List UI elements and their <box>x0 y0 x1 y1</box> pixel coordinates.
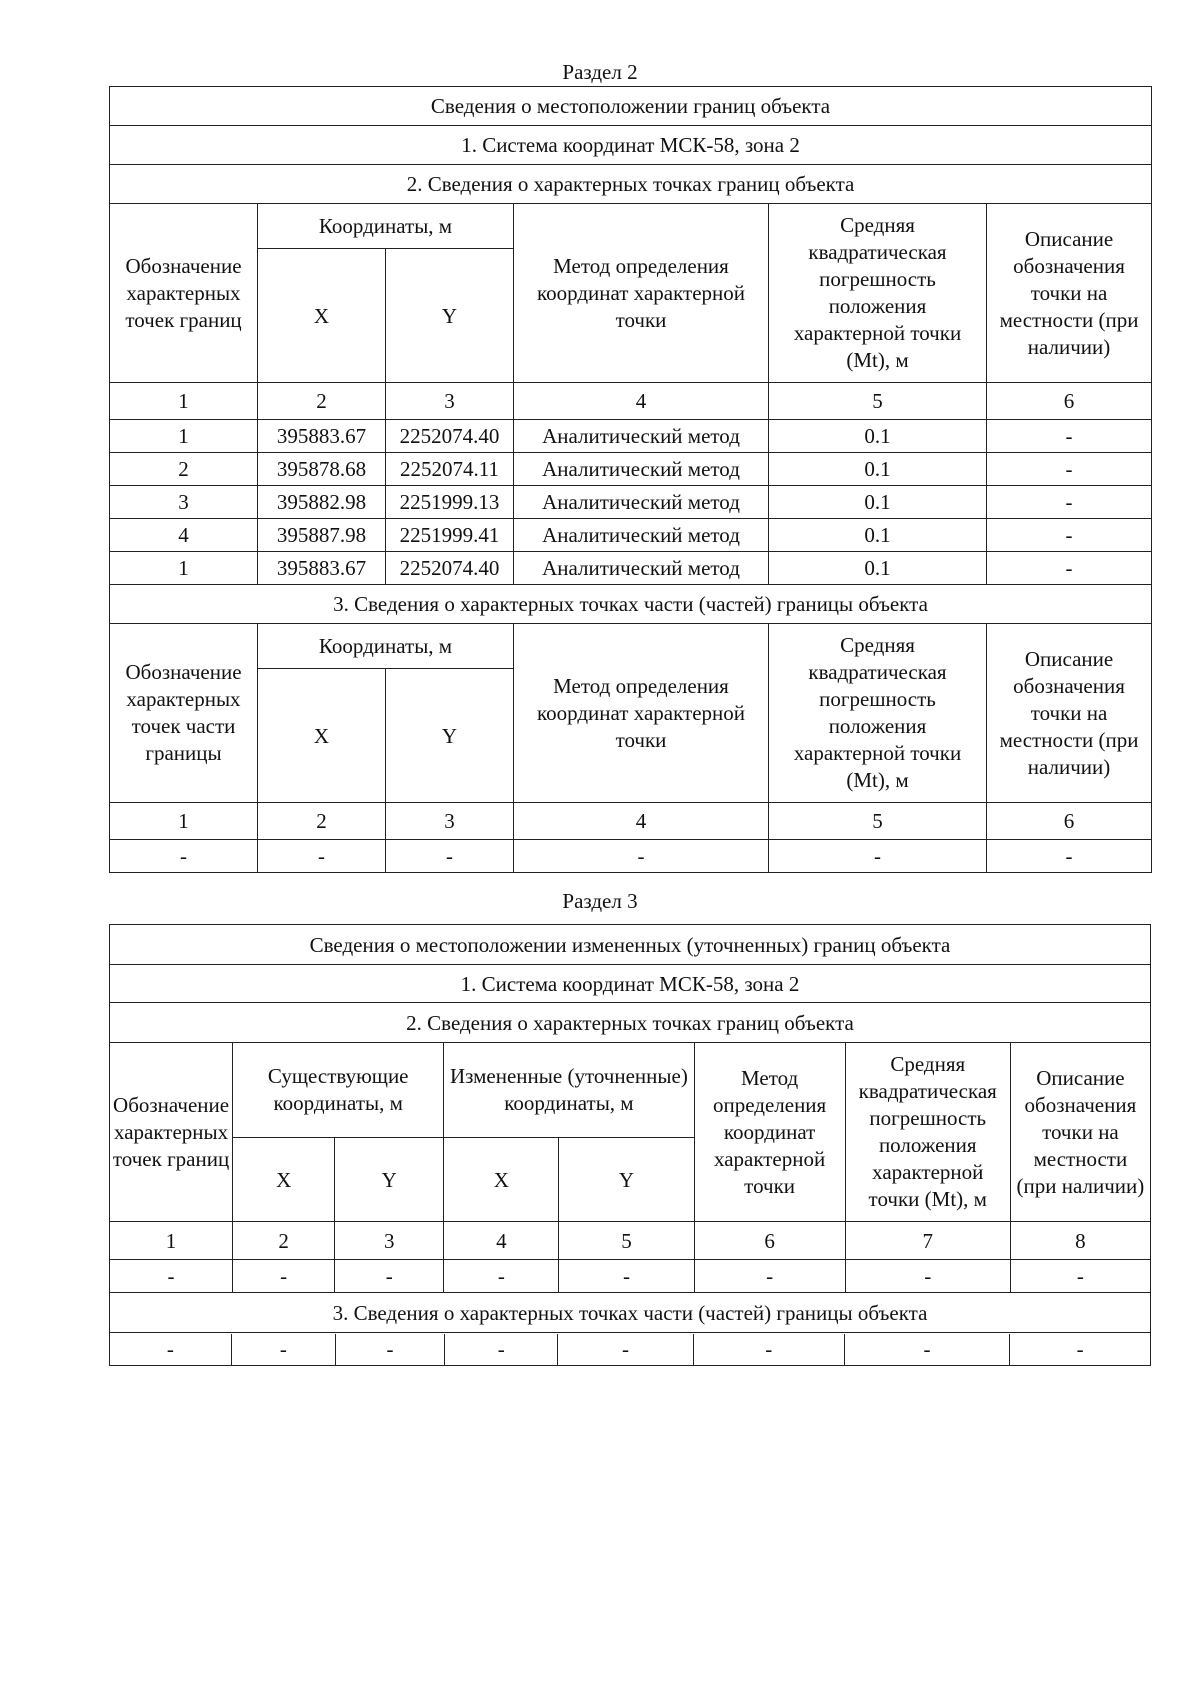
column-number: 1 <box>110 803 258 840</box>
table-cell: - <box>110 1334 231 1365</box>
point-x: 395878.68 <box>258 453 386 486</box>
point-number: 2 <box>110 453 258 486</box>
s3-column-y-existing: Y <box>335 1138 444 1222</box>
table-cell: - <box>444 1260 559 1293</box>
column-number: 5 <box>769 383 987 420</box>
column-number: 5 <box>559 1222 694 1260</box>
parts-column-error: Средняя квадратическая погрешность положения характерной точки (Mt), м <box>769 624 987 803</box>
table-cell: - <box>844 1334 1009 1365</box>
table-cell: - <box>110 1260 233 1293</box>
point-error: 0.1 <box>769 486 987 519</box>
section-2-points-heading: 2. Сведения о характерных точках границ объекта <box>110 165 1152 204</box>
parts-column-coordinates: Координаты, м <box>258 624 514 669</box>
table-cell: - <box>845 1260 1010 1293</box>
parts-column-description: Описание обозначения точки на местности (при наличии) <box>987 624 1152 803</box>
s3-column-changed-coordinates: Измененные (уточненные) координаты, м <box>444 1043 694 1138</box>
column-number: 1 <box>110 383 258 420</box>
column-coordinates: Координаты, м <box>258 204 514 249</box>
column-number: 6 <box>987 383 1152 420</box>
table-cell: - <box>445 1334 558 1365</box>
point-error: 0.1 <box>769 420 987 453</box>
point-method: Аналитический метод <box>514 453 769 486</box>
column-designation: Обозначение характерных точек границ <box>110 204 258 383</box>
point-error: 0.1 <box>769 519 987 552</box>
s3-column-description: Описание обозначения точки на местности (при наличии) <box>1010 1043 1150 1222</box>
s3-column-existing-coordinates: Существующие координаты, м <box>233 1043 444 1138</box>
column-number: 3 <box>386 803 514 840</box>
column-number: 1 <box>110 1222 233 1260</box>
point-y: 2252074.40 <box>386 552 514 585</box>
table-row <box>110 1260 1151 1293</box>
section-2-table <box>109 86 1152 873</box>
table-row <box>110 1333 1151 1366</box>
column-number: 5 <box>769 803 987 840</box>
column-error: Средняя квадратическая погрешность положения характерной точки (Mt), м <box>769 204 987 383</box>
point-number: 1 <box>110 420 258 453</box>
point-description: - <box>987 420 1152 453</box>
table-row <box>110 453 1152 486</box>
table-cell: - <box>386 840 514 873</box>
s3-column-method: Метод определения координат характерной точки <box>694 1043 845 1222</box>
parts-column-designation: Обозначение характерных точек части границы <box>110 624 258 803</box>
s3-column-error: Средняя квадратическая погрешность положения характерной точки (Mt), м <box>845 1043 1010 1222</box>
point-y: 2252074.11 <box>386 453 514 486</box>
table-cell: - <box>335 1260 444 1293</box>
section-3-header: Сведения о местоположении измененных (уточненных) границ объекта <box>110 925 1151 965</box>
parts-column-y: Y <box>386 669 514 803</box>
table-row <box>110 420 1152 453</box>
table-cell-value: - <box>1076 1337 1084 1361</box>
s3-column-y-changed: Y <box>559 1138 694 1222</box>
s3-column-x-existing: X <box>233 1138 335 1222</box>
column-description: Описание обозначения точки на местности (при наличии) <box>987 204 1152 383</box>
table-cell: - <box>769 840 987 873</box>
table-row <box>110 840 1152 873</box>
point-error: 0.1 <box>769 453 987 486</box>
column-y: Y <box>386 249 514 383</box>
table-row <box>110 486 1152 519</box>
table-cell: - <box>258 840 386 873</box>
column-number: 7 <box>845 1222 1010 1260</box>
column-number: 6 <box>987 803 1152 840</box>
column-method: Метод определения координат характерной точки <box>514 204 769 383</box>
point-y: 2251999.13 <box>386 486 514 519</box>
table-cell: - <box>558 1334 693 1365</box>
point-description: - <box>987 552 1152 585</box>
table-cell: - <box>335 1334 444 1365</box>
section-2-parts-heading: 3. Сведения о характерных точках части (частей) границы объекта <box>110 585 1152 624</box>
s3-column-x-changed: X <box>444 1138 559 1222</box>
s3-column-numbers-row <box>110 1222 1151 1260</box>
parts-row-container <box>110 1333 1151 1366</box>
point-x: 395883.67 <box>258 420 386 453</box>
table-cell: - <box>693 1334 844 1365</box>
point-number: 3 <box>110 486 258 519</box>
point-error: 0.1 <box>769 552 987 585</box>
point-x: 395887.98 <box>258 519 386 552</box>
column-number: 4 <box>444 1222 559 1260</box>
column-x: X <box>258 249 386 383</box>
column-number: 3 <box>335 1222 444 1260</box>
table-cell: - <box>1010 1260 1150 1293</box>
column-number: 4 <box>514 383 769 420</box>
column-number: 3 <box>386 383 514 420</box>
section-3-coord-system: 1. Система координат МСК-58, зона 2 <box>110 965 1151 1003</box>
table-cell: - <box>559 1260 694 1293</box>
parts-column-method: Метод определения координат характерной точки <box>514 624 769 803</box>
table-cell: - <box>987 840 1152 873</box>
column-number: 2 <box>258 803 386 840</box>
column-number: 4 <box>514 803 769 840</box>
point-method: Аналитический метод <box>514 420 769 453</box>
table-cell: - <box>694 1260 845 1293</box>
table-cell: - <box>231 1334 335 1365</box>
column-number: 6 <box>694 1222 845 1260</box>
point-y: 2252074.40 <box>386 420 514 453</box>
section-3-title: Раздел 3 <box>562 889 638 913</box>
parts-column-numbers-row <box>110 803 1152 840</box>
section-3-points-heading: 2. Сведения о характерных точках границ объекта <box>110 1003 1151 1043</box>
point-method: Аналитический метод <box>514 519 769 552</box>
point-number: 4 <box>110 519 258 552</box>
section-3-parts-heading: 3. Сведения о характерных точках части (частей) границы объекта <box>110 1293 1151 1333</box>
point-y: 2251999.41 <box>386 519 514 552</box>
table-row <box>110 519 1152 552</box>
point-method: Аналитический метод <box>514 552 769 585</box>
point-description: - <box>987 486 1152 519</box>
point-x: 395882.98 <box>258 486 386 519</box>
section-2-header: Сведения о местоположении границ объекта <box>110 87 1152 126</box>
column-number: 2 <box>233 1222 335 1260</box>
point-number: 1 <box>110 552 258 585</box>
parts-column-x: X <box>258 669 386 803</box>
s3-column-designation: Обозначение характерных точек границ <box>110 1043 233 1222</box>
table-cell: - <box>514 840 769 873</box>
point-method: Аналитический метод <box>514 486 769 519</box>
table-cell: - <box>110 840 258 873</box>
parts-row-table <box>110 1334 1150 1365</box>
column-numbers-row <box>110 383 1152 420</box>
table-cell: - <box>233 1260 335 1293</box>
section-2-title: Раздел 2 <box>562 60 638 84</box>
section-2-coord-system: 1. Система координат МСК-58, зона 2 <box>110 126 1152 165</box>
point-x: 395883.67 <box>258 552 386 585</box>
section-3-table <box>109 924 1151 1366</box>
column-number: 2 <box>258 383 386 420</box>
point-description: - <box>987 519 1152 552</box>
column-number: 8 <box>1010 1222 1150 1260</box>
table-row <box>110 552 1152 585</box>
table-cell <box>1010 1334 1150 1365</box>
point-description: - <box>987 453 1152 486</box>
